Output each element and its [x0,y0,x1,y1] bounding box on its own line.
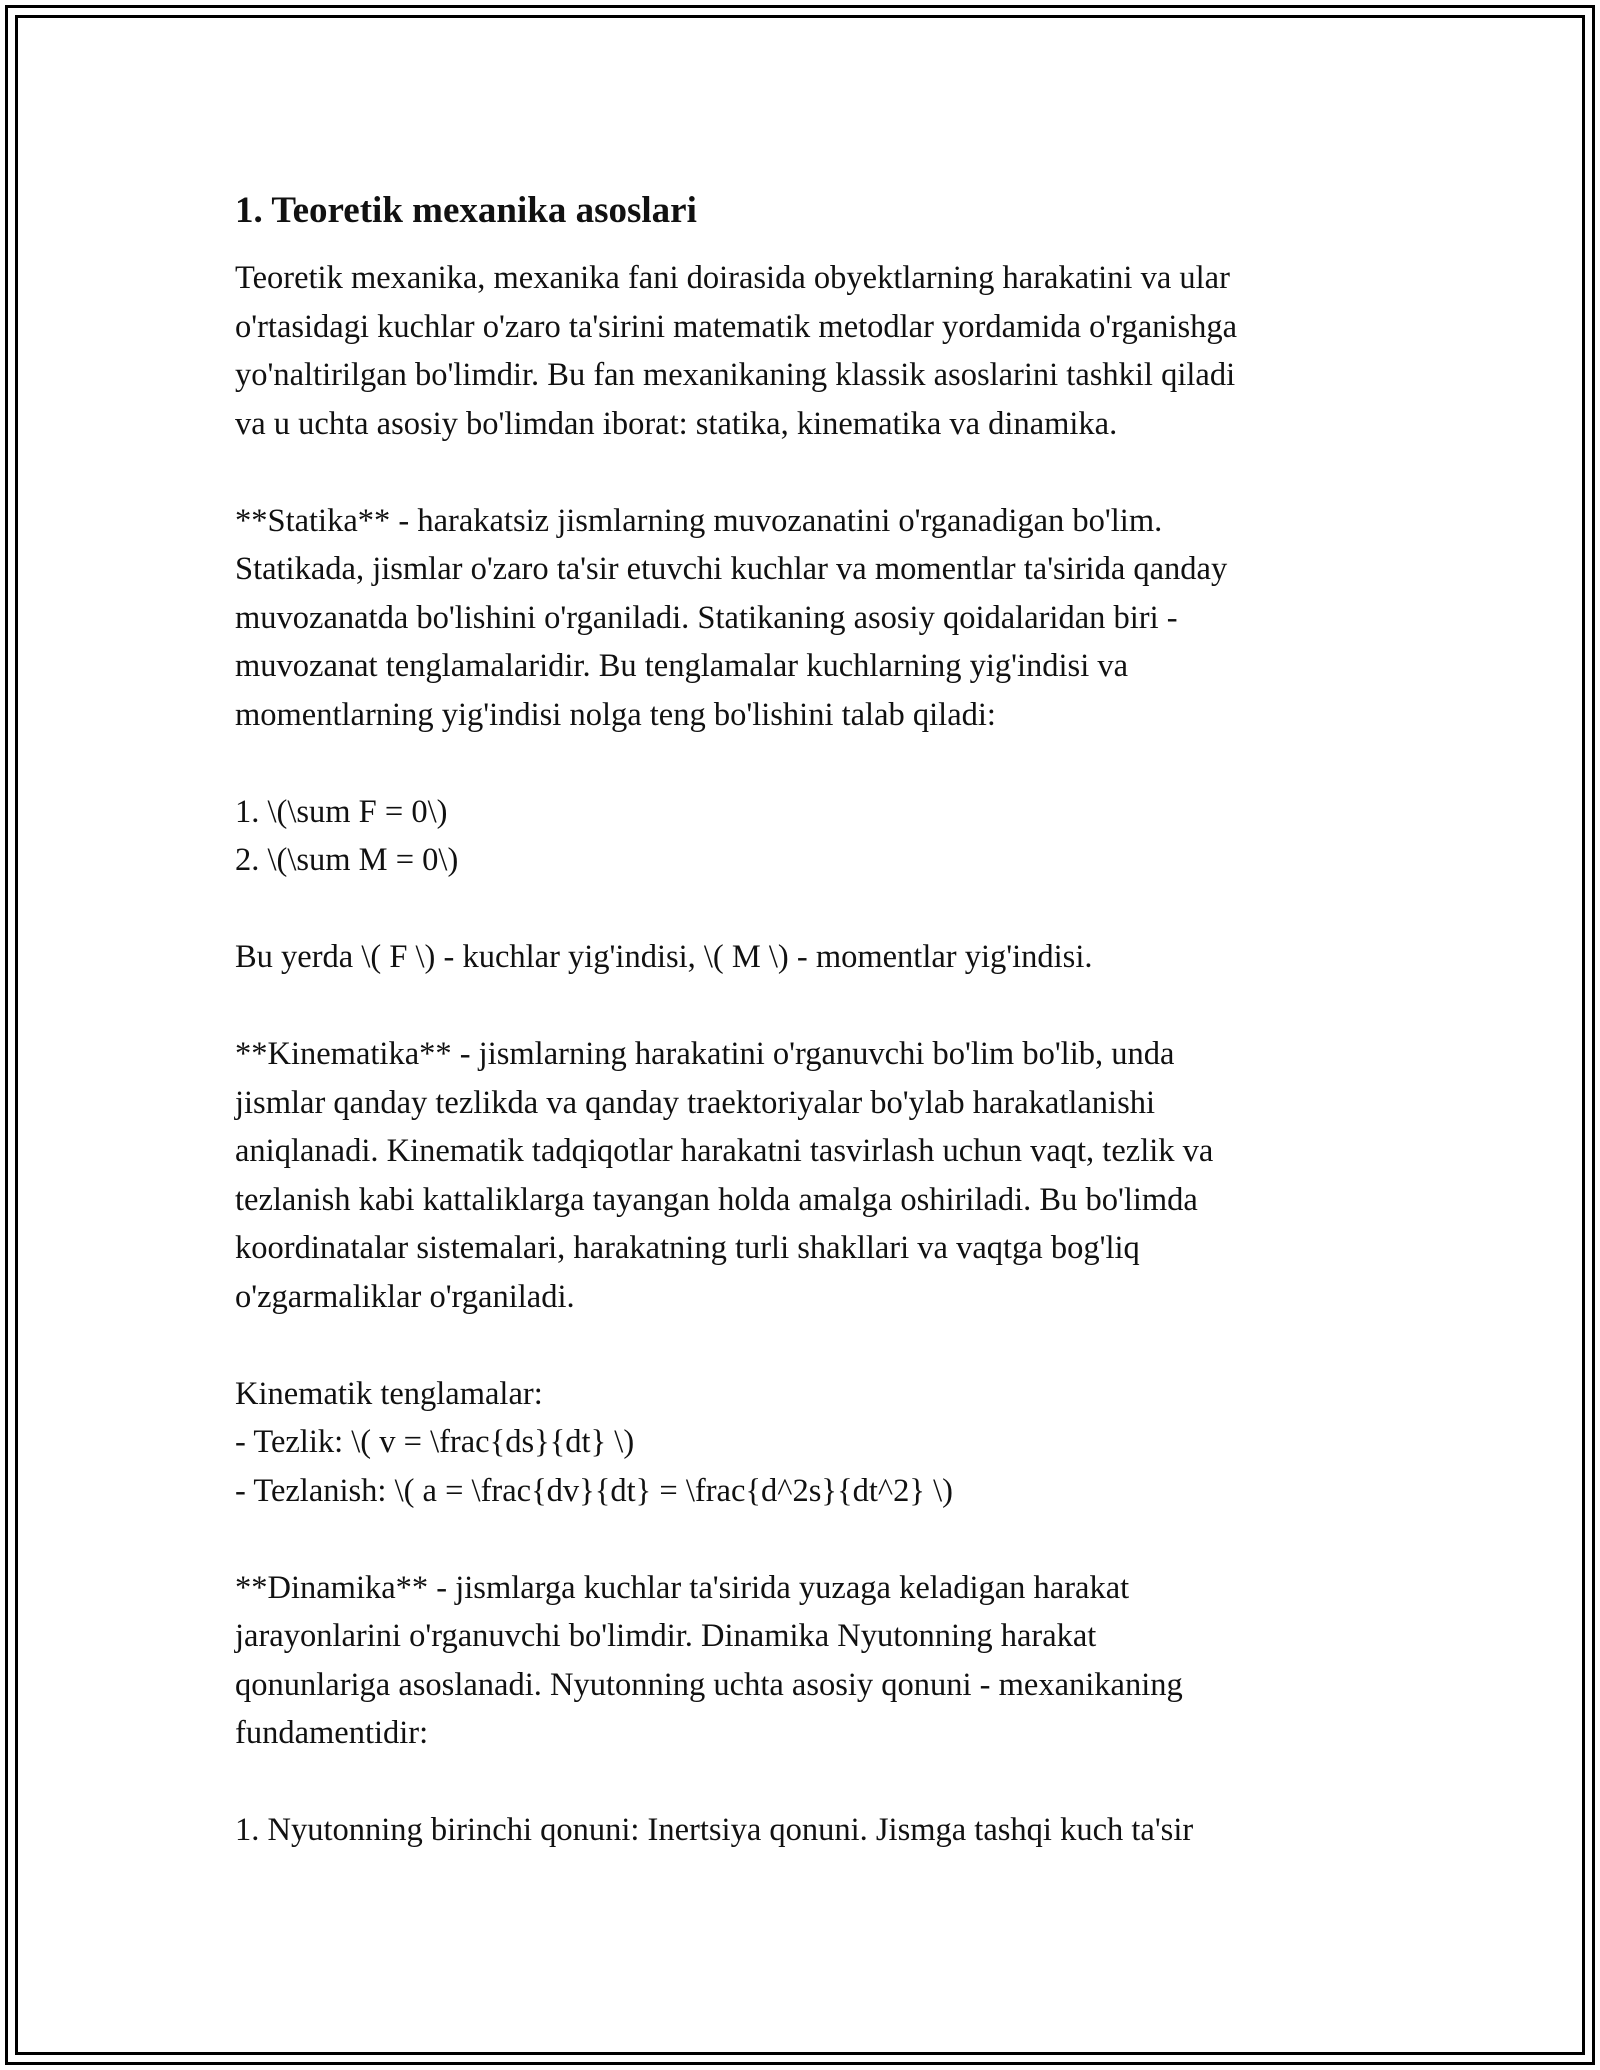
text-line: momentlarning yig'indisi nolga teng bo'lishini talab qiladi: [235,696,996,733]
text-line: jismlar qanday tezlikda va qanday traektoriyalar bo'ylab harakatlanishi [235,1084,1156,1121]
text-line: 1. Nyutonning birinchi qonuni: Inertsiya qonuni. Jismga tashqi kuch ta'sir [235,1812,1194,1848]
text-line: tezlanish kabi kattaliklarga tayangan holda amalga oshiriladi. Bu bo'limda [235,1181,1198,1218]
text-line: Teoretik mexanika, mexanika fani doirasida obyektlarning harakatini va ular [235,260,1230,296]
text-line: **Statika** - harakatsiz jismlarning muvozanatini o'rganadigan bo'lim. [235,502,1163,539]
text-line: muvozanat tenglamalaridir. Bu tenglamalar kuchlarning yig'indisi va [235,648,1129,684]
text-line: **Kinematika** - jismlarning harakatini o'rganuvchi bo'lim bo'lib, unda [235,1036,1175,1072]
text-line: Statikada, jismlar o'zaro ta'sir etuvchi kuchlar va momentlar ta'sirida qanday [235,551,1228,587]
text-line: koordinatalar sistemalari, harakatning turli shakllari va vaqtga bog'liq [235,1230,1140,1266]
equation-line: 2. \(\sum M = 0\) [235,842,459,878]
paragraph-dinamika [235,1564,1365,1758]
text-line: **Dinamika** - jismlarga kuchlar ta'sirida yuzaga keladigan harakat [235,1569,1130,1606]
kinematic-equations-list [235,1370,1365,1516]
text-line: o'rtasidagi kuchlar o'zaro ta'sirini matematik metodlar yordamida o'rganishga [235,308,1238,345]
paragraph-kinematika [235,1030,1365,1321]
equation-line: 1. \(\sum F = 0\) [235,793,448,830]
text-line: o'zgarmaliklar o'rganiladi. [235,1278,575,1315]
text-line: Kinematik tenglamalar: [235,1375,543,1412]
section-heading: 1. Teoretik mexanika asoslari [235,190,697,231]
paragraph-statika [235,497,1365,740]
equilibrium-equations-list [235,788,1365,885]
equation-line: - Tezlik: \( v = \frac{ds}{dt} \) [235,1424,635,1460]
equation-line: - Tezlanish: \( a = \frac{dv}{dt} = \frac{d^2s}{dt^2} \) [235,1472,953,1509]
text-line: muvozanatda bo'lishini o'rganiladi. Statikaning asosiy qoidalaridan biri - [235,599,1178,636]
text-line: aniqlanadi. Kinematik tadqiqotlar harakatni tasvirlash uchun vaqt, tezlik va [235,1133,1214,1169]
document-body [235,186,1365,1903]
paragraph-intro [235,254,1365,448]
text-line: jarayonlarini o'rganuvchi bo'limdir. Dinamika Nyutonning harakat [235,1618,1097,1654]
text-line: Bu yerda \( F \) - kuchlar yig'indisi, \( M \) - momentlar yig'indisi. [235,939,1093,975]
text-line: qonunlariga asoslanadi. Nyutonning uchta asosiy qonuni - mexanikaning [235,1666,1183,1703]
text-line: fundamentidir: [235,1715,429,1751]
text-line: yo'naltirilgan bo'limdir. Bu fan mexanikaning klassik asoslarini tashkil qiladi [235,357,1236,393]
paragraph-definitions [235,933,1365,982]
paragraph-newton-first-law [235,1806,1365,1855]
text-line: va u uchta asosiy bo'limdan iborat: statika, kinematika va dinamika. [235,405,1118,442]
